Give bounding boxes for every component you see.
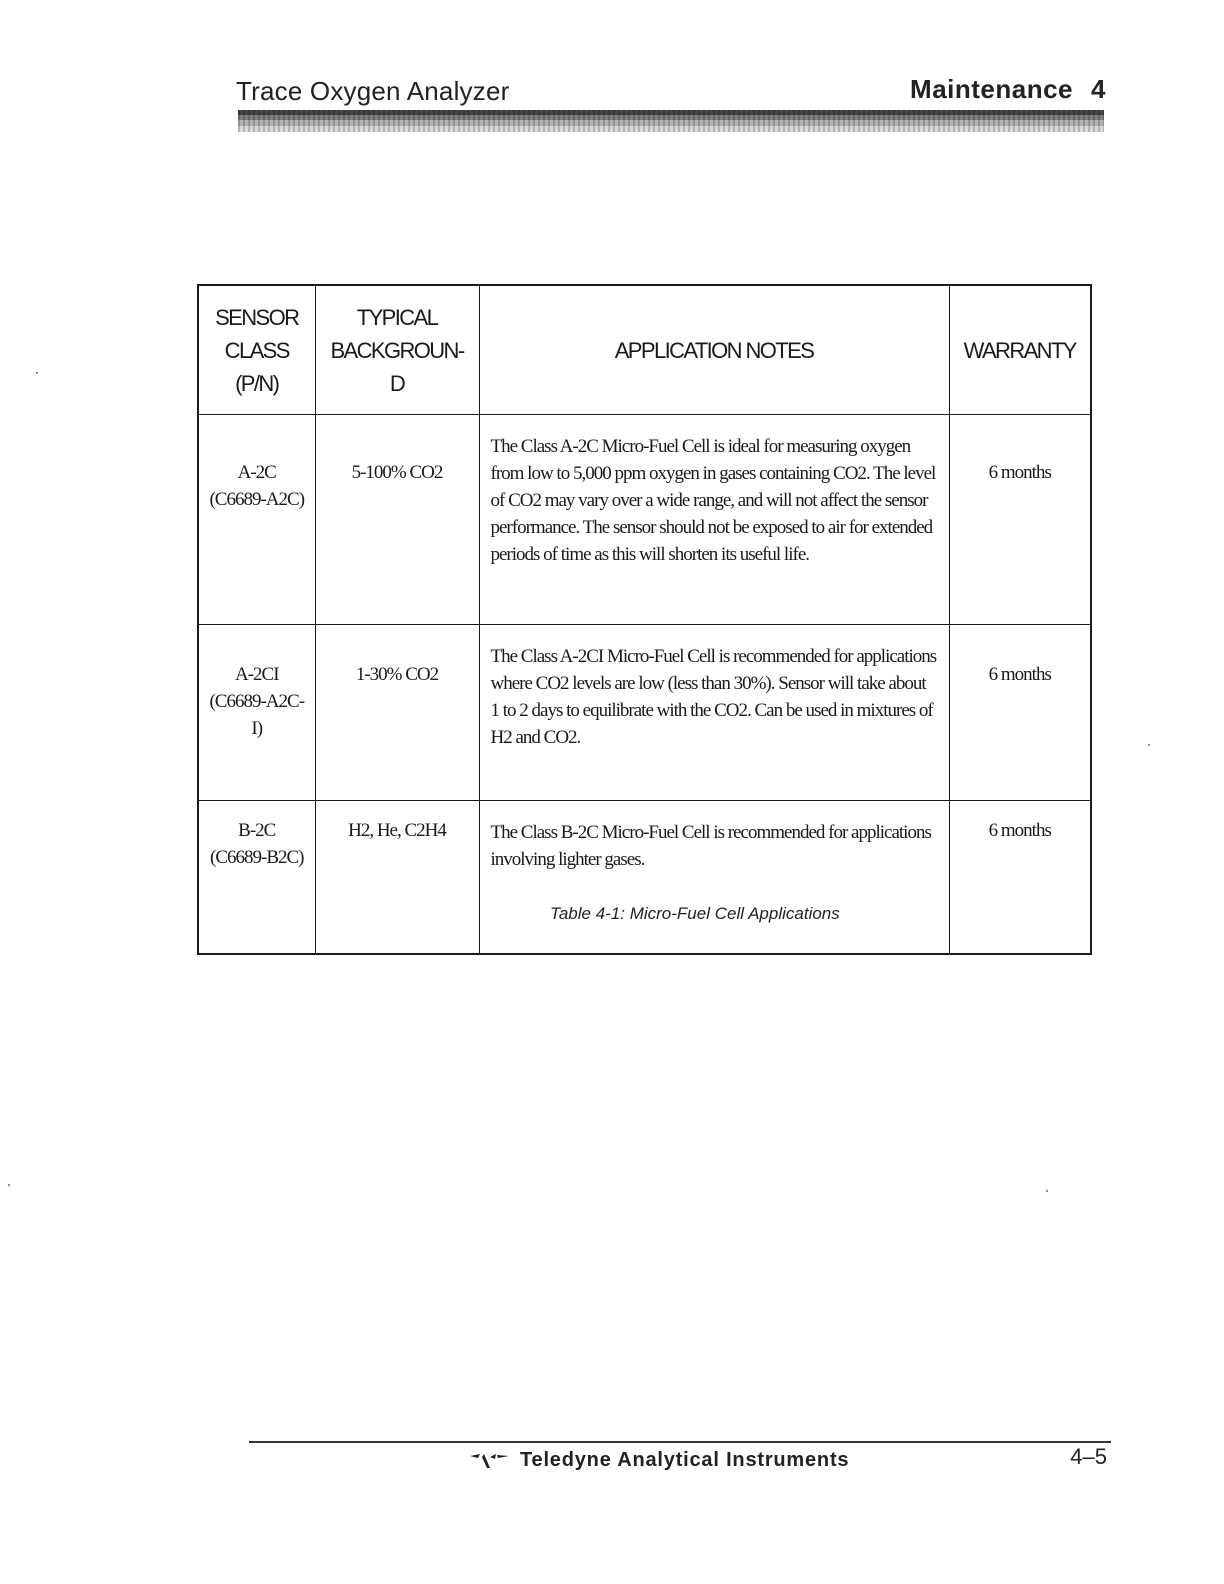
warranty-cell: 6 months [949,625,1091,801]
class-line: I) [251,718,263,739]
header-typical-background [315,285,479,415]
teledyne-logo-icon [468,1453,512,1469]
scan-speck [8,1184,10,1186]
class-line: (C6689-B2C) [210,847,304,868]
company-name: Teledyne Analytical Instruments [520,1449,850,1471]
section-name: Maintenance [910,74,1074,104]
background-cell: H2, He, C2H4 [315,801,479,955]
warranty-cell: 6 months [949,801,1091,955]
header-line: CLASS [224,337,289,363]
document-title: Trace Oxygen Analyzer [236,76,510,106]
notes-cell: The Class A-2C Micro-Fuel Cell is ideal for measuring oxygen from low to 5,000 ppm oxygen in gases containing CO2. The level of CO2 may vary over a wide range, and will not affect the sensor performance. The sensor should not be exposed to air for extended periods of time as this will shorten its useful life. [479,415,949,625]
table-row [198,625,1091,801]
header-line: D [389,370,405,396]
class-line: (C6689-A2C) [209,489,305,510]
header-warranty: WARRANTY [949,285,1091,415]
header-application-notes: APPLICATION NOTES [479,285,949,415]
class-line: A-2C [237,462,276,483]
table-caption: Table 4-1: Micro-Fuel Cell Applications [550,904,840,923]
scan-speck [1148,744,1150,746]
class-line: (C6689-A2C- [209,691,305,712]
header-line: SENSOR [215,304,299,330]
micro-fuel-cell-table [197,284,1092,955]
class-line: B-2C [238,820,276,841]
class-line: A-2CI [234,664,279,685]
footer-rule [249,1441,1111,1443]
page-number: 4–5 [1070,1444,1107,1469]
background-cell: 1-30% CO2 [315,625,479,801]
sensor-class-cell [198,801,315,955]
footer [468,1449,849,1472]
table-row [198,415,1091,625]
notes-cell: The Class B-2C Micro-Fuel Cell is recommended for applications involving lighter gases. [479,801,949,955]
notes-cell: The Class A-2CI Micro-Fuel Cell is recommended for applications where CO2 levels are low (less than 30%). Sensor will take about 1 to 2 days to equilibrate with the CO2. Can be used in mixtures of H2 and CO2. [479,625,949,801]
header-line: TYPICAL [356,304,438,330]
warranty-cell: 6 months [949,415,1091,625]
header-line: (P/N) [235,370,279,396]
table-header-row [198,285,1091,415]
sensor-class-cell [198,625,315,801]
header-rule [238,110,1104,132]
background-cell: 5-100% CO2 [315,415,479,625]
header-sensor-class [198,285,315,415]
scan-speck [1046,1190,1048,1192]
section-title [910,74,1106,105]
sensor-class-cell [198,415,315,625]
chapter-number: 4 [1091,74,1106,104]
header-line: BACKGROUN- [330,337,464,363]
scan-speck [36,372,38,374]
table-row [198,801,1091,955]
